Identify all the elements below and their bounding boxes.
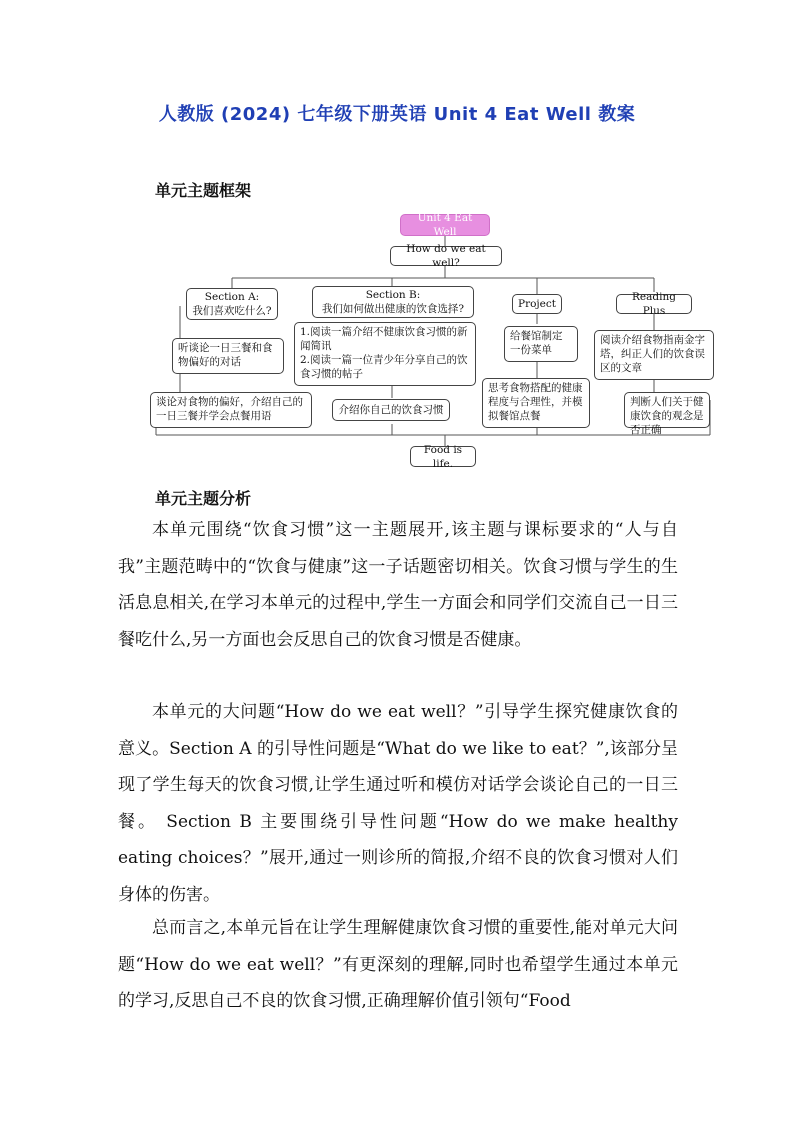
diagram-section-a-item-1: 听谈论一日三餐和食物偏好的对话: [172, 338, 284, 374]
diagram-project-item-1: 给餐馆制定一份菜单: [504, 326, 578, 362]
diagram-section-a-item-2: 谈论对食物的偏好，介绍自己的一日三餐并学会点餐用语: [150, 392, 312, 428]
diagram-root-unit: Unit 4 Eat Well: [400, 214, 490, 236]
diagram-reading-plus: Reading Plus: [616, 294, 692, 314]
section-b-subtitle: 我们如何做出健康的饮食选择?: [321, 303, 465, 315]
section-b-item-1-line-1: 1.阅读一篇介绍不健康饮食习惯的新闻简讯: [300, 326, 468, 352]
section-a-subtitle: 我们喜欢吃什么?: [192, 305, 272, 317]
section-heading-framework: 单元主题框架: [155, 181, 252, 200]
section-a-title: Section A:: [204, 291, 260, 303]
section-b-item-1-line-2: 2.阅读一篇一位青少年分享自己的饮食习惯的帖子: [300, 354, 468, 380]
diagram-section-b-item-2: 介绍你自己的饮食习惯: [332, 399, 450, 421]
document-title: 人教版 (2024) 七年级下册英语 Unit 4 Eat Well 教案: [158, 104, 636, 125]
diagram-big-question: How do we eat well?: [390, 246, 502, 266]
analysis-paragraph-1: 本单元围绕“饮食习惯”这一主题展开,该主题与课标要求的“人与自我”主题范畴中的“饮食与健康”这一子话题密切相关。饮食习惯与学生的生活息息相关,在学习本单元的过程中,学生一方面会和同学们交流自己一日三餐吃什么,另一方面也会反思自己的饮食习惯是否健康。: [118, 520, 678, 650]
section-heading-analysis: 单元主题分析: [155, 489, 252, 508]
diagram-reading-plus-item-1: 阅读介绍食物指南金字塔，纠正人们的饮食误区的文章: [594, 330, 714, 380]
diagram-section-b-item-1: [294, 322, 476, 386]
analysis-paragraph-2: 本单元的大问题“How do we eat well？”引导学生探究健康饮食的意义。Section A 的引导性问题是“What do we like to eat？”,该部分呈现了学生每天的饮食习惯,让学生通过听和模仿对话学会谈论自己的一日三餐。 Section B 主要围绕引导性问题“How do we make healthy eating choices？”展开,通过一则诊所的简报,介绍不良的饮食习惯对人们身体的伤害。: [118, 702, 678, 905]
analysis-paragraph-3: 总而言之,本单元旨在让学生理解健康饮食习惯的重要性,能对单元大问题“How do we eat well？”有更深刻的理解,同时也希望学生通过本单元的学习,反思自己不良的饮食习惯,正确理解价值引领句“Food: [118, 918, 678, 1011]
diagram-conclusion: Food is life.: [410, 446, 476, 467]
diagram-project: Project: [512, 294, 562, 314]
diagram-project-item-2: 思考食物搭配的健康程度与合理性，并模拟餐馆点餐: [482, 378, 590, 428]
section-b-title: Section B:: [365, 289, 421, 301]
unit-theme-diagram: [150, 210, 720, 472]
diagram-section-b: [312, 286, 474, 318]
diagram-section-a: [186, 288, 278, 320]
diagram-reading-plus-item-2: 判断人们关于健康饮食的观念是否正确: [624, 392, 710, 428]
